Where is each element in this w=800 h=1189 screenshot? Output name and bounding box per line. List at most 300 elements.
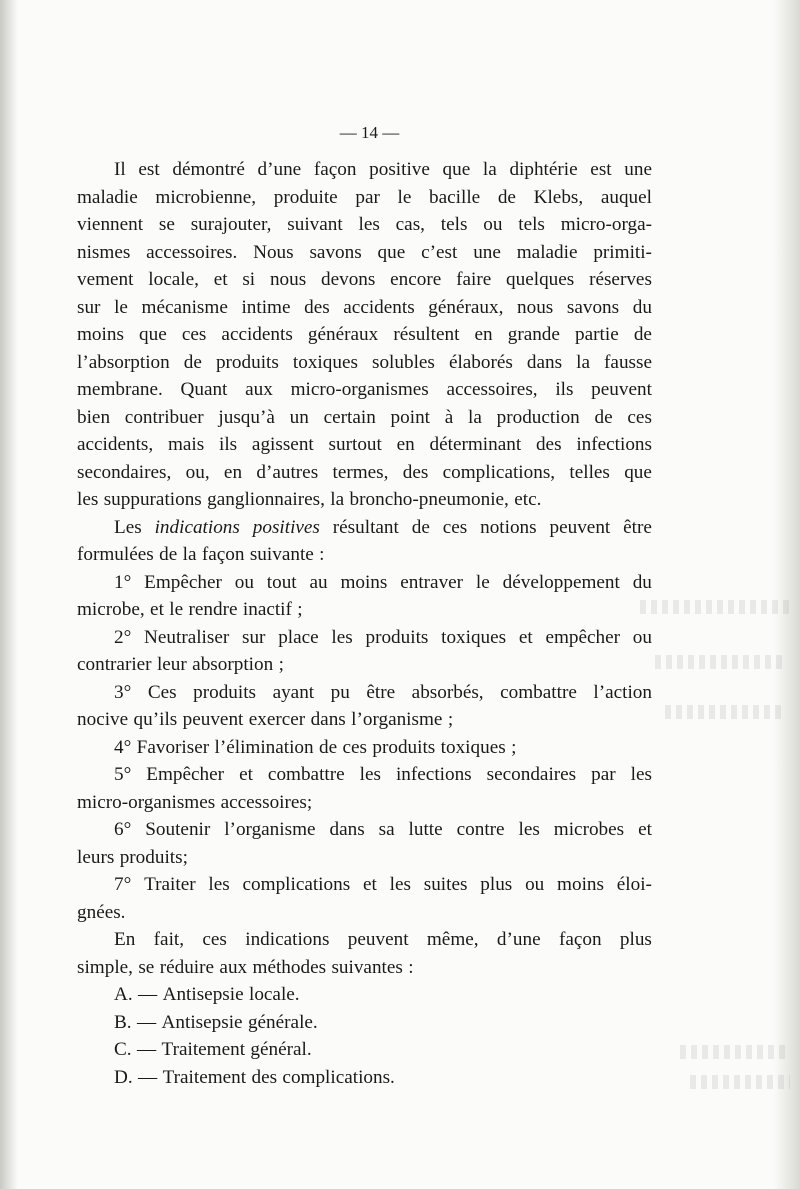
word: une	[473, 241, 501, 263]
text-line	[77, 761, 652, 789]
word: microbe,	[77, 599, 145, 620]
word: se	[158, 214, 175, 235]
word: A.	[114, 984, 133, 1005]
word: D.	[114, 1066, 133, 1088]
word: de	[411, 516, 430, 538]
word: production	[496, 406, 580, 428]
word: suites	[423, 874, 468, 895]
text-lines	[77, 156, 652, 1091]
word: broncho-pneumonie,	[349, 489, 509, 510]
word: l’organisme	[351, 709, 443, 730]
word: le	[397, 186, 412, 208]
show-through-mark	[690, 1075, 790, 1089]
word: Antisepsie	[161, 1011, 243, 1033]
word: ces	[627, 406, 652, 428]
word: formulées	[77, 544, 154, 565]
word: que	[442, 159, 471, 180]
word: Nous	[253, 241, 294, 263]
word: et	[213, 269, 228, 290]
word: dans	[526, 351, 563, 373]
show-through-mark	[665, 705, 785, 719]
text-line	[77, 651, 652, 679]
word: devons	[321, 269, 376, 290]
text-line	[77, 349, 652, 377]
text-line	[77, 1064, 652, 1092]
text-line	[77, 541, 652, 569]
word: toxiques	[440, 736, 506, 758]
text-line	[77, 266, 652, 294]
word: produite	[273, 186, 338, 208]
word: façon	[313, 159, 357, 180]
word: c’est	[421, 241, 458, 263]
word: secondaires,	[77, 461, 172, 483]
word: produits	[215, 351, 279, 373]
word: 7°	[114, 874, 132, 895]
word: ;	[297, 599, 303, 620]
word: ces	[202, 929, 227, 950]
word: micro-orga-	[560, 214, 652, 235]
word: en	[396, 434, 415, 455]
word: que	[624, 461, 652, 483]
word: accessoires;	[220, 791, 313, 813]
word: de	[594, 406, 613, 428]
word: simple,	[77, 956, 133, 978]
word: par	[355, 186, 380, 208]
word: Les	[114, 516, 142, 538]
word: élaborés	[448, 351, 513, 373]
word: est	[590, 159, 612, 180]
word: au	[309, 571, 328, 593]
word: certain	[323, 406, 376, 428]
word: la	[182, 544, 197, 565]
word: partie	[575, 324, 619, 345]
text-line	[77, 404, 652, 432]
text-line	[77, 624, 652, 652]
word: de	[319, 736, 338, 758]
text-line	[77, 1009, 652, 1037]
word: fait,	[153, 929, 185, 950]
word: d’une	[496, 929, 541, 950]
word: ou	[525, 874, 545, 895]
word: une	[624, 159, 652, 180]
word: par	[591, 764, 616, 785]
word: aux	[245, 379, 273, 400]
word: résultent	[393, 324, 460, 345]
text-line	[77, 459, 652, 487]
word: les	[208, 874, 230, 895]
word: même,	[426, 929, 479, 950]
word: contrarier	[77, 654, 152, 675]
word: accessoires.	[146, 241, 238, 263]
word: complications,	[442, 461, 556, 483]
word: plus	[619, 929, 652, 950]
word: de	[497, 186, 516, 208]
word: ou	[483, 214, 503, 235]
word: rendre	[188, 599, 238, 620]
text-line	[77, 789, 652, 817]
word: locale.	[248, 984, 300, 1005]
text-line	[77, 376, 652, 404]
word: solubles	[371, 351, 435, 373]
word: des	[251, 1066, 278, 1088]
word: pu	[330, 681, 350, 703]
word: suivante	[249, 544, 314, 565]
word: agissent	[251, 434, 314, 455]
word: savons	[566, 296, 620, 318]
word: ou,	[185, 461, 210, 483]
word: accidents	[221, 324, 293, 345]
show-through-mark	[640, 600, 790, 614]
word: développement	[502, 571, 620, 593]
word: mécanisme	[141, 296, 228, 318]
word: telles	[569, 461, 610, 483]
word: 1°	[114, 571, 132, 593]
word: Soutenir	[145, 819, 211, 840]
word: est	[138, 159, 160, 180]
word: membrane.	[77, 379, 163, 400]
word: ganglionnaires,	[207, 489, 325, 510]
word: accidents	[343, 296, 415, 318]
text-line	[77, 211, 652, 239]
word: empêcher	[545, 626, 621, 648]
word: ;	[278, 654, 284, 675]
word: peuvent	[549, 516, 611, 538]
word: si	[242, 269, 256, 290]
word: ;	[447, 709, 454, 730]
text-line	[77, 294, 652, 322]
word: point	[390, 406, 430, 428]
word: —	[136, 1011, 157, 1033]
word: plus	[480, 874, 513, 895]
word: viennent	[77, 214, 144, 235]
show-through-mark	[655, 655, 785, 669]
word: maladie	[77, 186, 138, 208]
text-line	[77, 679, 652, 707]
word: ayant	[272, 681, 315, 703]
word: d’autres	[256, 461, 319, 483]
word: lutte	[408, 819, 443, 840]
word: générale.	[247, 1011, 318, 1033]
word: du	[632, 571, 652, 593]
text-line	[77, 844, 652, 872]
word: inactif	[242, 599, 292, 620]
text-line	[77, 569, 652, 597]
word: Favoriser	[136, 736, 210, 758]
word: encore	[390, 269, 442, 290]
word: faire	[456, 269, 492, 290]
word: peuvent	[182, 709, 244, 730]
word: —	[138, 1066, 158, 1088]
word: nous	[517, 296, 554, 318]
word: être	[366, 681, 396, 703]
word: infections	[576, 434, 652, 455]
word: positive	[369, 159, 430, 180]
word: surajouter,	[190, 214, 272, 235]
word: ils	[219, 434, 238, 455]
word: toxiques	[441, 626, 507, 648]
word: en	[223, 461, 243, 483]
word: diphtérie	[509, 159, 578, 180]
word: Klebs,	[533, 186, 584, 208]
word: généraux	[307, 324, 379, 345]
page-number: — 14 —	[339, 123, 400, 142]
word: se	[138, 956, 155, 978]
word: ou	[234, 571, 254, 593]
word: un	[289, 406, 309, 428]
word: surtout	[328, 434, 382, 455]
word: 6°	[114, 819, 132, 840]
word: :	[319, 544, 325, 565]
word: entraver	[400, 571, 464, 593]
text-line	[77, 816, 652, 844]
word: l’organisme	[224, 819, 316, 840]
word: réserves	[589, 269, 652, 290]
word: dans	[329, 819, 365, 840]
word: mais	[167, 434, 205, 455]
word: sur	[242, 626, 266, 648]
word: sur	[77, 296, 101, 318]
word: produits;	[119, 846, 188, 868]
word: suivant	[287, 214, 343, 235]
word: :	[408, 956, 414, 978]
word: et	[239, 764, 253, 785]
word: jusqu’à	[218, 406, 275, 428]
word: dans	[310, 709, 346, 730]
word: que	[139, 324, 167, 345]
word: toxiques	[292, 351, 358, 373]
word: moins	[557, 874, 604, 895]
word: Traitement	[162, 1066, 247, 1088]
word: des	[304, 296, 330, 318]
word: le	[475, 571, 490, 593]
text-line	[77, 954, 652, 982]
text-line	[77, 184, 652, 212]
word: infections	[395, 764, 472, 785]
word: méthodes	[252, 956, 327, 978]
word: l’action	[593, 681, 652, 703]
word: réduire	[159, 956, 215, 978]
word: combattre	[267, 764, 345, 785]
word: que	[377, 241, 406, 263]
word: leur	[156, 654, 187, 675]
word: absorbés,	[411, 681, 484, 703]
word: la	[330, 489, 345, 510]
word: Empêcher	[144, 571, 222, 593]
word: les	[630, 764, 652, 785]
word: suppurations	[103, 489, 202, 510]
text-line	[77, 156, 652, 184]
word: le	[114, 296, 128, 318]
word: 3°	[114, 681, 132, 703]
word: grande	[507, 324, 560, 345]
word: intime	[241, 296, 291, 318]
word: résultant	[332, 516, 399, 538]
word: du	[632, 296, 652, 318]
word: tels	[440, 214, 468, 235]
word: qu’ils	[133, 709, 178, 730]
word: Il	[114, 159, 126, 180]
word: quelques	[506, 269, 575, 290]
word: vement	[77, 269, 134, 290]
word: auquel	[600, 186, 652, 208]
word: —	[136, 1039, 157, 1060]
page-edge-shadow	[774, 0, 800, 1189]
word: aux	[219, 956, 248, 978]
word: des	[535, 434, 562, 455]
word: l’absorption	[77, 351, 170, 373]
word: d’une	[257, 159, 302, 180]
word: absorption	[192, 654, 274, 675]
word: produits	[372, 736, 436, 758]
word: nous	[269, 269, 307, 290]
word: à	[444, 406, 454, 428]
word: peuvent	[591, 379, 652, 400]
word: fausse	[604, 351, 652, 373]
word: ou	[632, 626, 652, 648]
word: les	[518, 819, 540, 840]
word: des	[402, 461, 429, 483]
word: Traiter	[144, 874, 196, 895]
word: les	[331, 626, 353, 648]
word: gnées.	[77, 901, 126, 923]
word: savons	[309, 241, 362, 263]
word: façon	[558, 929, 602, 950]
word: contre	[456, 819, 505, 840]
word: l’élimination	[214, 736, 314, 758]
word: ces	[181, 324, 207, 345]
text-line	[77, 871, 652, 899]
word: démontré	[172, 159, 245, 180]
word: cas,	[395, 214, 425, 235]
word: peuvent	[347, 929, 409, 950]
word: Ces	[147, 681, 177, 703]
text-line	[77, 486, 652, 514]
word: façon	[201, 544, 245, 565]
word: place	[278, 626, 319, 648]
word: et	[362, 874, 377, 895]
word: complications	[242, 874, 351, 895]
word: Neutraliser	[144, 626, 230, 648]
word: de	[183, 351, 202, 373]
word: ces	[342, 736, 367, 758]
word: être	[623, 516, 652, 538]
word: micro-organismes	[77, 791, 216, 813]
word: suivantes	[331, 956, 403, 978]
word: généraux,	[428, 296, 504, 318]
word: accessoires,	[446, 379, 538, 400]
text-line	[77, 899, 652, 927]
text-line	[77, 706, 652, 734]
word: microbienne,	[155, 186, 257, 208]
word: microbes	[553, 819, 625, 840]
word: Traitement	[161, 1039, 246, 1060]
word: maladie	[516, 241, 578, 263]
word: Empêcher	[146, 764, 225, 785]
word: nocive	[77, 709, 129, 730]
word: tels	[518, 214, 545, 235]
word: C.	[114, 1039, 132, 1060]
word: en	[474, 324, 493, 345]
word: moins	[77, 324, 124, 345]
word: etc.	[514, 489, 542, 510]
word: les	[358, 214, 380, 235]
page-gutter-shadow	[0, 0, 18, 1189]
word: tout	[266, 571, 297, 593]
word: accidents,	[77, 434, 154, 455]
word: et	[150, 599, 164, 620]
word: général.	[250, 1039, 312, 1060]
body-text	[77, 121, 652, 1091]
word: secondaires	[486, 764, 577, 785]
word: nismes	[77, 241, 131, 263]
text-line	[77, 239, 652, 267]
word: primiti-	[593, 241, 652, 263]
word: produits	[193, 681, 257, 703]
word: le	[169, 599, 184, 620]
text-line	[77, 981, 652, 1009]
word: En	[114, 929, 136, 950]
word: de	[159, 544, 178, 565]
text-line	[77, 514, 652, 542]
text-line	[77, 321, 652, 349]
word: la	[468, 406, 482, 428]
word: —	[138, 984, 158, 1005]
word: locale,	[148, 269, 199, 290]
word: ces	[442, 516, 468, 538]
word: complications.	[282, 1066, 395, 1088]
word: Antisepsie	[162, 984, 244, 1005]
word: 2°	[114, 626, 132, 648]
word: produits	[365, 626, 429, 648]
word: ;	[511, 736, 517, 758]
word: la	[576, 351, 590, 373]
word: contribuer	[124, 406, 204, 428]
word: indications	[245, 929, 330, 950]
text-line	[77, 1036, 652, 1064]
word: indications	[154, 516, 240, 538]
word: moins	[340, 571, 388, 593]
word: les	[77, 489, 99, 510]
word: micro-organismes	[290, 379, 429, 400]
text-line	[77, 926, 652, 954]
word: de	[633, 324, 652, 345]
word: leurs	[77, 846, 115, 868]
word: 4°	[114, 736, 132, 758]
word: bacille	[429, 186, 481, 208]
show-through-mark	[680, 1045, 790, 1059]
word: les	[389, 874, 411, 895]
word: exercer	[248, 709, 306, 730]
word: et	[638, 819, 652, 840]
word: ils	[555, 379, 574, 400]
text-line	[77, 596, 652, 624]
word: Quant	[180, 379, 228, 400]
text-line	[77, 431, 652, 459]
word: les	[359, 764, 381, 785]
text-line	[77, 734, 652, 762]
word: notions	[480, 516, 537, 538]
word: 5°	[114, 764, 132, 785]
word: déterminant	[429, 434, 522, 455]
word: éloi-	[616, 874, 652, 895]
word: B.	[114, 1011, 132, 1033]
word: sa	[378, 819, 395, 840]
word: bien	[77, 406, 111, 428]
word: combattre	[500, 681, 577, 703]
word: termes,	[332, 461, 389, 483]
word: positives	[252, 516, 320, 538]
word: la	[482, 159, 497, 180]
